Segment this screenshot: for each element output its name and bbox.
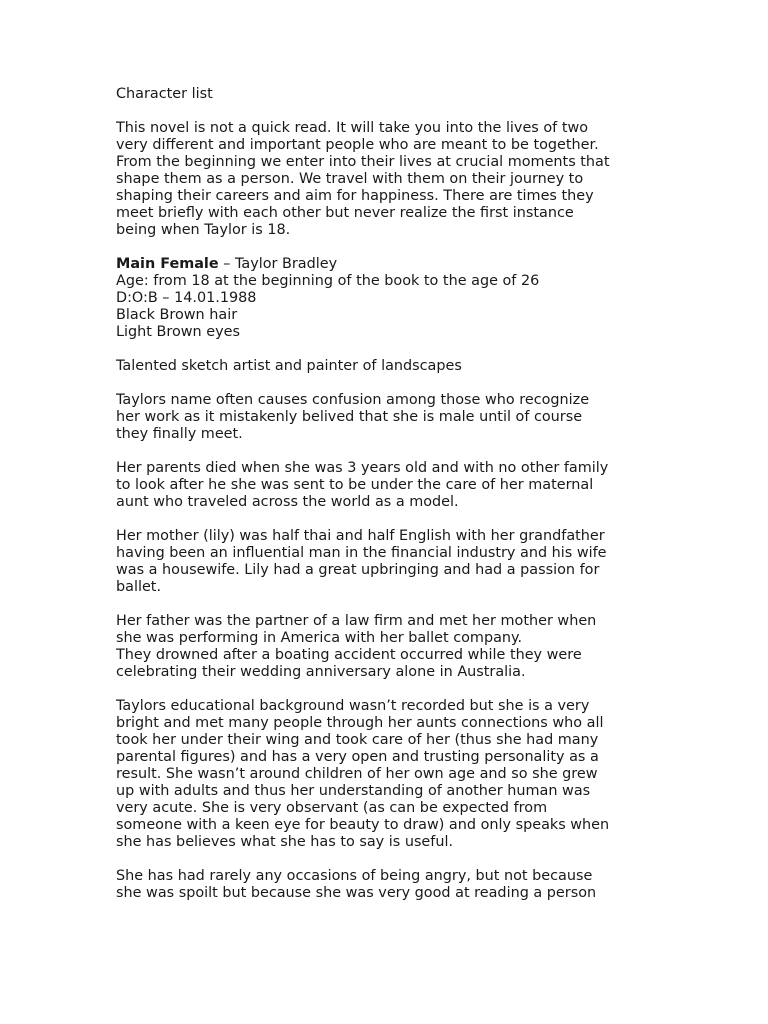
text-line: Taylors name often causes confusion among those who recognize: [116, 392, 590, 408]
heading-text: Character list: [116, 86, 213, 102]
text-line: she has believes what she has to say is useful.: [116, 834, 454, 850]
text-line: having been an influential man in the financial industry and his wife: [116, 545, 607, 561]
profile-hair: Black Brown hair: [116, 307, 238, 323]
text-line: they finally meet.: [116, 426, 243, 442]
text-line: she was performing in America with her ballet company.: [116, 630, 523, 646]
text-line: her work as it mistakenly belived that she is male until of course: [116, 409, 583, 425]
text-line: was a housewife. Lily had a great upbringing and had a passion for: [116, 562, 600, 578]
talent-paragraph: [116, 358, 656, 375]
text-line: From the beginning we enter into their lives at crucial moments that: [116, 154, 610, 170]
text-line: up with adults and thus her understanding of another human was: [116, 783, 591, 799]
document-heading: [116, 86, 656, 103]
profile-title-line: [116, 256, 656, 273]
text-line: someone with a keen eye for beauty to draw) and only speaks when: [116, 817, 610, 833]
temperament-paragraph: [116, 868, 656, 902]
education-paragraph: [116, 698, 656, 851]
text-line: Taylors educational background wasn’t recorded but she is a very: [116, 698, 590, 714]
text-line: bright and met many people through her aunts connections who all: [116, 715, 604, 731]
text-line: Her father was the partner of a law firm and met her mother when: [116, 613, 597, 629]
text-line: Her mother (lily) was half thai and half English with her grandfather: [116, 528, 605, 544]
text-line: Her parents died when she was 3 years old and with no other family: [116, 460, 609, 476]
text-line: very acute. She is very observant (as can be expected from: [116, 800, 548, 816]
text-line: being when Taylor is 18.: [116, 222, 291, 238]
text-line: meet briefly with each other but never realize the first instance: [116, 205, 574, 221]
father-paragraph: [116, 613, 656, 681]
role-label: Main Female: [116, 256, 219, 272]
text-line: aunt who traveled across the world as a model.: [116, 494, 459, 510]
profile-age: Age: from 18 at the beginning of the book to the age of 26: [116, 273, 540, 289]
text-line: Talented sketch artist and painter of landscapes: [116, 358, 462, 374]
name-confusion-paragraph: [116, 392, 656, 443]
text-line: parental figures) and has a very open and trusting personality as a: [116, 749, 599, 765]
text-line: very different and important people who are meant to be together.: [116, 137, 599, 153]
character-profile: [116, 256, 656, 341]
document-page: [116, 86, 656, 919]
mother-paragraph: [116, 528, 656, 596]
text-line: They drowned after a boating accident occurred while they were: [116, 647, 582, 663]
text-line: shaping their careers and aim for happiness. There are times they: [116, 188, 594, 204]
text-line: she was spoilt but because she was very good at reading a person: [116, 885, 597, 901]
text-line: She has had rarely any occasions of being angry, but not because: [116, 868, 593, 884]
text-line: ballet.: [116, 579, 162, 595]
profile-eyes: Light Brown eyes: [116, 324, 240, 340]
text-line: celebrating their wedding anniversary alone in Australia.: [116, 664, 526, 680]
profile-dob: D:O:B – 14.01.1988: [116, 290, 257, 306]
parents-paragraph: [116, 460, 656, 511]
text-line: This novel is not a quick read. It will take you into the lives of two: [116, 120, 589, 136]
text-line: to look after he she was sent to be under the care of her maternal: [116, 477, 594, 493]
character-name: – Taylor Bradley: [218, 256, 338, 272]
text-line: took her under their wing and took care of her (thus she had many: [116, 732, 599, 748]
text-line: shape them as a person. We travel with them on their journey to: [116, 171, 584, 187]
text-line: result. She wasn’t around children of her own age and so she grew: [116, 766, 598, 782]
intro-paragraph: [116, 120, 656, 239]
